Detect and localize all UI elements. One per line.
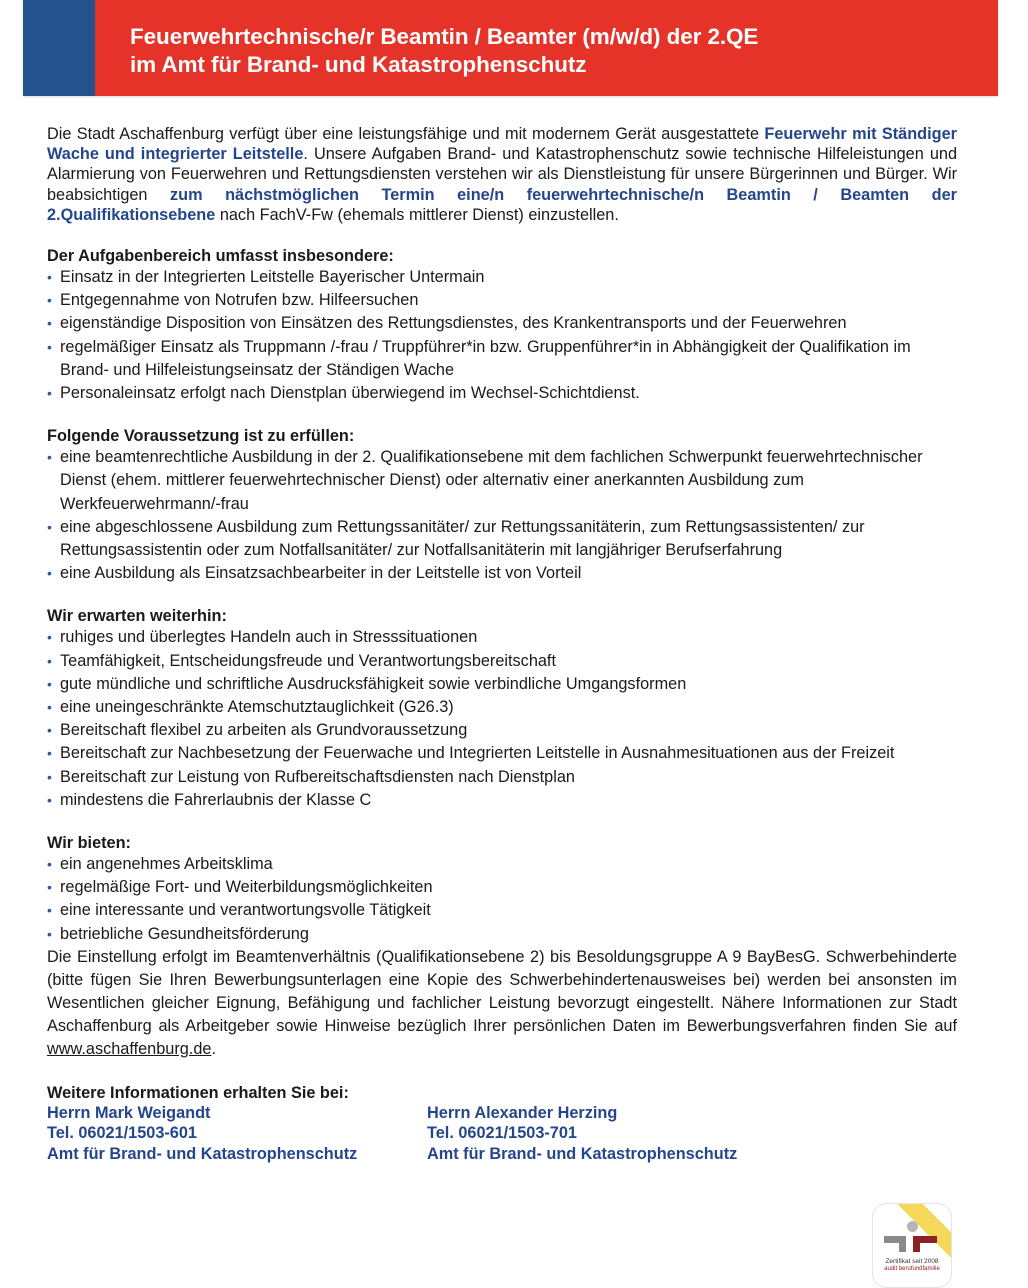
bullet-icon: • xyxy=(47,791,52,808)
list-item xyxy=(47,626,957,649)
bullet-icon: • xyxy=(47,518,52,535)
bullet-icon: • xyxy=(47,902,52,919)
bullet-icon: • xyxy=(47,652,52,669)
header-blue-band xyxy=(23,0,95,96)
section-heading: Der Aufgabenbereich umfasst insbesondere: xyxy=(47,247,394,266)
section-offer xyxy=(47,833,957,946)
bullet-icon: • xyxy=(47,385,52,402)
list-item xyxy=(47,446,957,516)
list-item-text: regelmäßiger Einsatz als Truppmann /-frau / Truppführer*in bzw. Gruppenführer*in in Abhängigkeit der Qualifikation im Brand- und Hilfeleistungseinsatz der Ständigen Wache xyxy=(60,337,911,379)
bullet-icon: • xyxy=(47,338,52,355)
bullet-list xyxy=(47,626,957,812)
intro-text: . Unsere Aufgaben Brand- und Katastrophenschutz sowie technische Hilfeleistungen und Alarmierung von Feuerwehren und Rettungsdiensten verstehen wir als Dienstleistung für unsere Bürgerinnen und Bürger. Wir beabsichtigen xyxy=(47,145,957,204)
bullet-icon: • xyxy=(47,879,52,896)
bullet-icon: • xyxy=(47,768,52,785)
bullet-icon: • xyxy=(47,269,52,286)
badge-audit-text: audit berufundfamilie xyxy=(884,1266,940,1272)
list-item xyxy=(47,789,957,812)
list-item xyxy=(47,289,957,312)
list-item-text: Personaleinsatz erfolgt nach Dienstplan überwiegend im Wechsel-Schichtdienst. xyxy=(60,384,640,403)
section-expectations xyxy=(47,606,957,812)
bullet-icon: • xyxy=(47,449,52,466)
list-item-text: eine interessante und verantwortungsvolle Tätigkeit xyxy=(60,901,431,920)
list-item-text: gute mündliche und schriftliche Ausdrucksfähigkeit sowie verbindliche Umgangsformen xyxy=(60,674,687,693)
berufundfamilie-badge xyxy=(872,1203,952,1288)
bullet-icon: • xyxy=(47,856,52,873)
list-item xyxy=(47,562,957,585)
list-item xyxy=(47,742,957,765)
bullet-icon: • xyxy=(47,315,52,332)
list-item xyxy=(47,382,957,405)
employment-terms-paragraph xyxy=(47,946,957,1061)
section-heading: Wir bieten: xyxy=(47,834,131,853)
list-item-text: eine abgeschlossene Ausbildung zum Rettungssanitäter/ zur Rettungssanitäterin, zum Rettungsassistenten/ zur Rettungsassistentin oder zum Notfallsanitäter/ zur Notfallsanitäterin mit langjähriger Berufserfahrung xyxy=(60,517,865,560)
contact-department: Amt für Brand- und Katastrophenschutz xyxy=(47,1144,358,1163)
list-item-text: Bereitschaft zur Leistung von Rufbereitschaftsdiensten nach Dienstplan xyxy=(60,767,575,786)
header-banner xyxy=(23,0,998,96)
bullet-icon: • xyxy=(47,699,52,716)
page-title xyxy=(130,23,758,79)
title-line-2: im Amt für Brand- und Katastrophenschutz xyxy=(130,52,587,77)
contact-phone: Tel. 06021/1503-701 xyxy=(427,1124,577,1143)
website-link[interactable]: www.aschaffenburg.de xyxy=(47,1039,212,1058)
intro-paragraph xyxy=(47,124,957,225)
contact-columns xyxy=(47,1103,957,1165)
contact-section xyxy=(47,1083,957,1165)
list-item-text: Entgegennahme von Notrufen bzw. Hilfeersuchen xyxy=(60,291,419,310)
contact-person xyxy=(427,1103,807,1165)
intro-text: nach FachV-Fw (ehemals mittlerer Dienst) einzustellen. xyxy=(215,205,619,224)
intro-highlight: Feuerwehr mit Ständiger Wache und integrierter Leitstelle xyxy=(47,125,957,164)
list-item xyxy=(47,876,957,899)
list-item xyxy=(47,719,957,742)
list-item-text: regelmäßige Fort- und Weiterbildungsmöglichkeiten xyxy=(60,878,433,897)
list-item xyxy=(47,899,957,922)
bullet-icon: • xyxy=(47,292,52,309)
list-item xyxy=(47,650,957,673)
logo-dot xyxy=(907,1221,918,1232)
title-line-1: Feuerwehrtechnische/r Beamtin / Beamter (m/w/d) der 2.QE xyxy=(130,24,759,49)
list-item-text: eine beamtenrechtliche Ausbildung in der 2. Qualifikationsebene mit dem fachlichen Schwerpunkt feuerwehrtechnischer Dienst (ehem. mittlerer feuerwehrtechnischer Dienst) oder alternativ einer anerkannten Ausbildung zum Werkfeuerwehrmann/-frau xyxy=(60,448,923,513)
bullet-list xyxy=(47,446,957,585)
intro-text: Die Stadt Aschaffenburg verfügt über eine leistungsfähige und mit modernem Gerät ausgestattete xyxy=(47,125,765,143)
list-item-text: Bereitschaft flexibel zu arbeiten als Grundvoraussetzung xyxy=(60,721,468,740)
list-item-text: eigenständige Disposition von Einsätzen des Rettungsdienstes, des Krankentransports und der Feuerwehren xyxy=(60,314,847,333)
list-item xyxy=(47,853,957,876)
bullet-list xyxy=(47,266,957,405)
list-item-text: ruhiges und überlegtes Handeln auch in Stresssituationen xyxy=(60,628,478,647)
bullet-list xyxy=(47,853,957,946)
list-item xyxy=(47,673,957,696)
intro-highlight: zum nächstmöglichen Termin eine/n feuerwehrtechnische/n Beamtin / Beamten der 2.Qualifikationsebene xyxy=(47,185,957,224)
list-item xyxy=(47,766,957,789)
section-heading: Wir erwarten weiterhin: xyxy=(47,607,227,626)
contact-person xyxy=(47,1103,427,1165)
bullet-icon: • xyxy=(47,675,52,692)
list-item-text: eine Ausbildung als Einsatzsachbearbeiter in der Leitstelle ist von Vorteil xyxy=(60,564,582,583)
outro-text: Die Einstellung erfolgt im Beamtenverhältnis (Qualifikationsebene 2) bis Besoldungsgruppe A 9 BayBesG. Schwerbehinderte (bitte fügen Sie Ihren Bewerbungsunterlagen eine Kopie des Schwerbehindertenausweises bei) werden bei ansonsten im Wesentlichen gleicher Eignung, Befähigung und fachlicher Leistung bevorzugt eingestellt. Nähere Informationen zur Stadt Aschaffenburg als Arbeitgeber sowie Hinweise bezüglich Ihrer persönlichen Daten im Bewerbungsverfahren finden Sie auf xyxy=(47,947,957,1035)
bullet-icon: • xyxy=(47,629,52,646)
bullet-icon: • xyxy=(47,722,52,739)
list-item xyxy=(47,696,957,719)
list-item xyxy=(47,312,957,335)
list-item-text: mindestens die Fahrerlaubnis der Klasse C xyxy=(60,790,372,809)
bullet-icon: • xyxy=(47,925,52,942)
contact-name: Herrn Alexander Herzing xyxy=(427,1103,618,1122)
list-item-text: Teamfähigkeit, Entscheidungsfreude und Verantwortungsbereitschaft xyxy=(60,651,556,670)
badge-certificate-text: Zertifikat seit 2008 xyxy=(885,1258,939,1265)
list-item-text: Einsatz in der Integrierten Leitstelle Bayerischer Untermain xyxy=(60,268,485,287)
bullet-icon: • xyxy=(47,565,52,582)
job-ad-content xyxy=(47,124,957,1164)
list-item-text: eine uneingeschränkte Atemschutztauglichkeit (G26.3) xyxy=(60,698,454,717)
logo-red-stem xyxy=(913,1236,920,1252)
list-item xyxy=(47,923,957,946)
contact-phone: Tel. 06021/1503-601 xyxy=(47,1124,197,1143)
list-item xyxy=(47,516,957,562)
section-requirements xyxy=(47,426,957,585)
contact-name: Herrn Mark Weigandt xyxy=(47,1103,211,1122)
bullet-icon: • xyxy=(47,745,52,762)
section-heading: Folgende Voraussetzung ist zu erfüllen: xyxy=(47,427,355,446)
section-tasks xyxy=(47,246,957,405)
list-item xyxy=(47,266,957,289)
contact-department: Amt für Brand- und Katastrophenschutz xyxy=(427,1144,738,1163)
list-item xyxy=(47,336,957,382)
list-item-text: ein angenehmes Arbeitsklima xyxy=(60,855,273,874)
list-item-text: Bereitschaft zur Nachbesetzung der Feuerwache und Integrierten Leitstelle in Ausnahmesituationen aus der Freizeit xyxy=(60,744,895,763)
logo-grey-stem xyxy=(899,1236,906,1252)
list-item-text: betriebliche Gesundheitsförderung xyxy=(60,924,309,943)
outro-end: . xyxy=(211,1039,216,1058)
contact-heading: Weitere Informationen erhalten Sie bei: xyxy=(47,1083,349,1102)
